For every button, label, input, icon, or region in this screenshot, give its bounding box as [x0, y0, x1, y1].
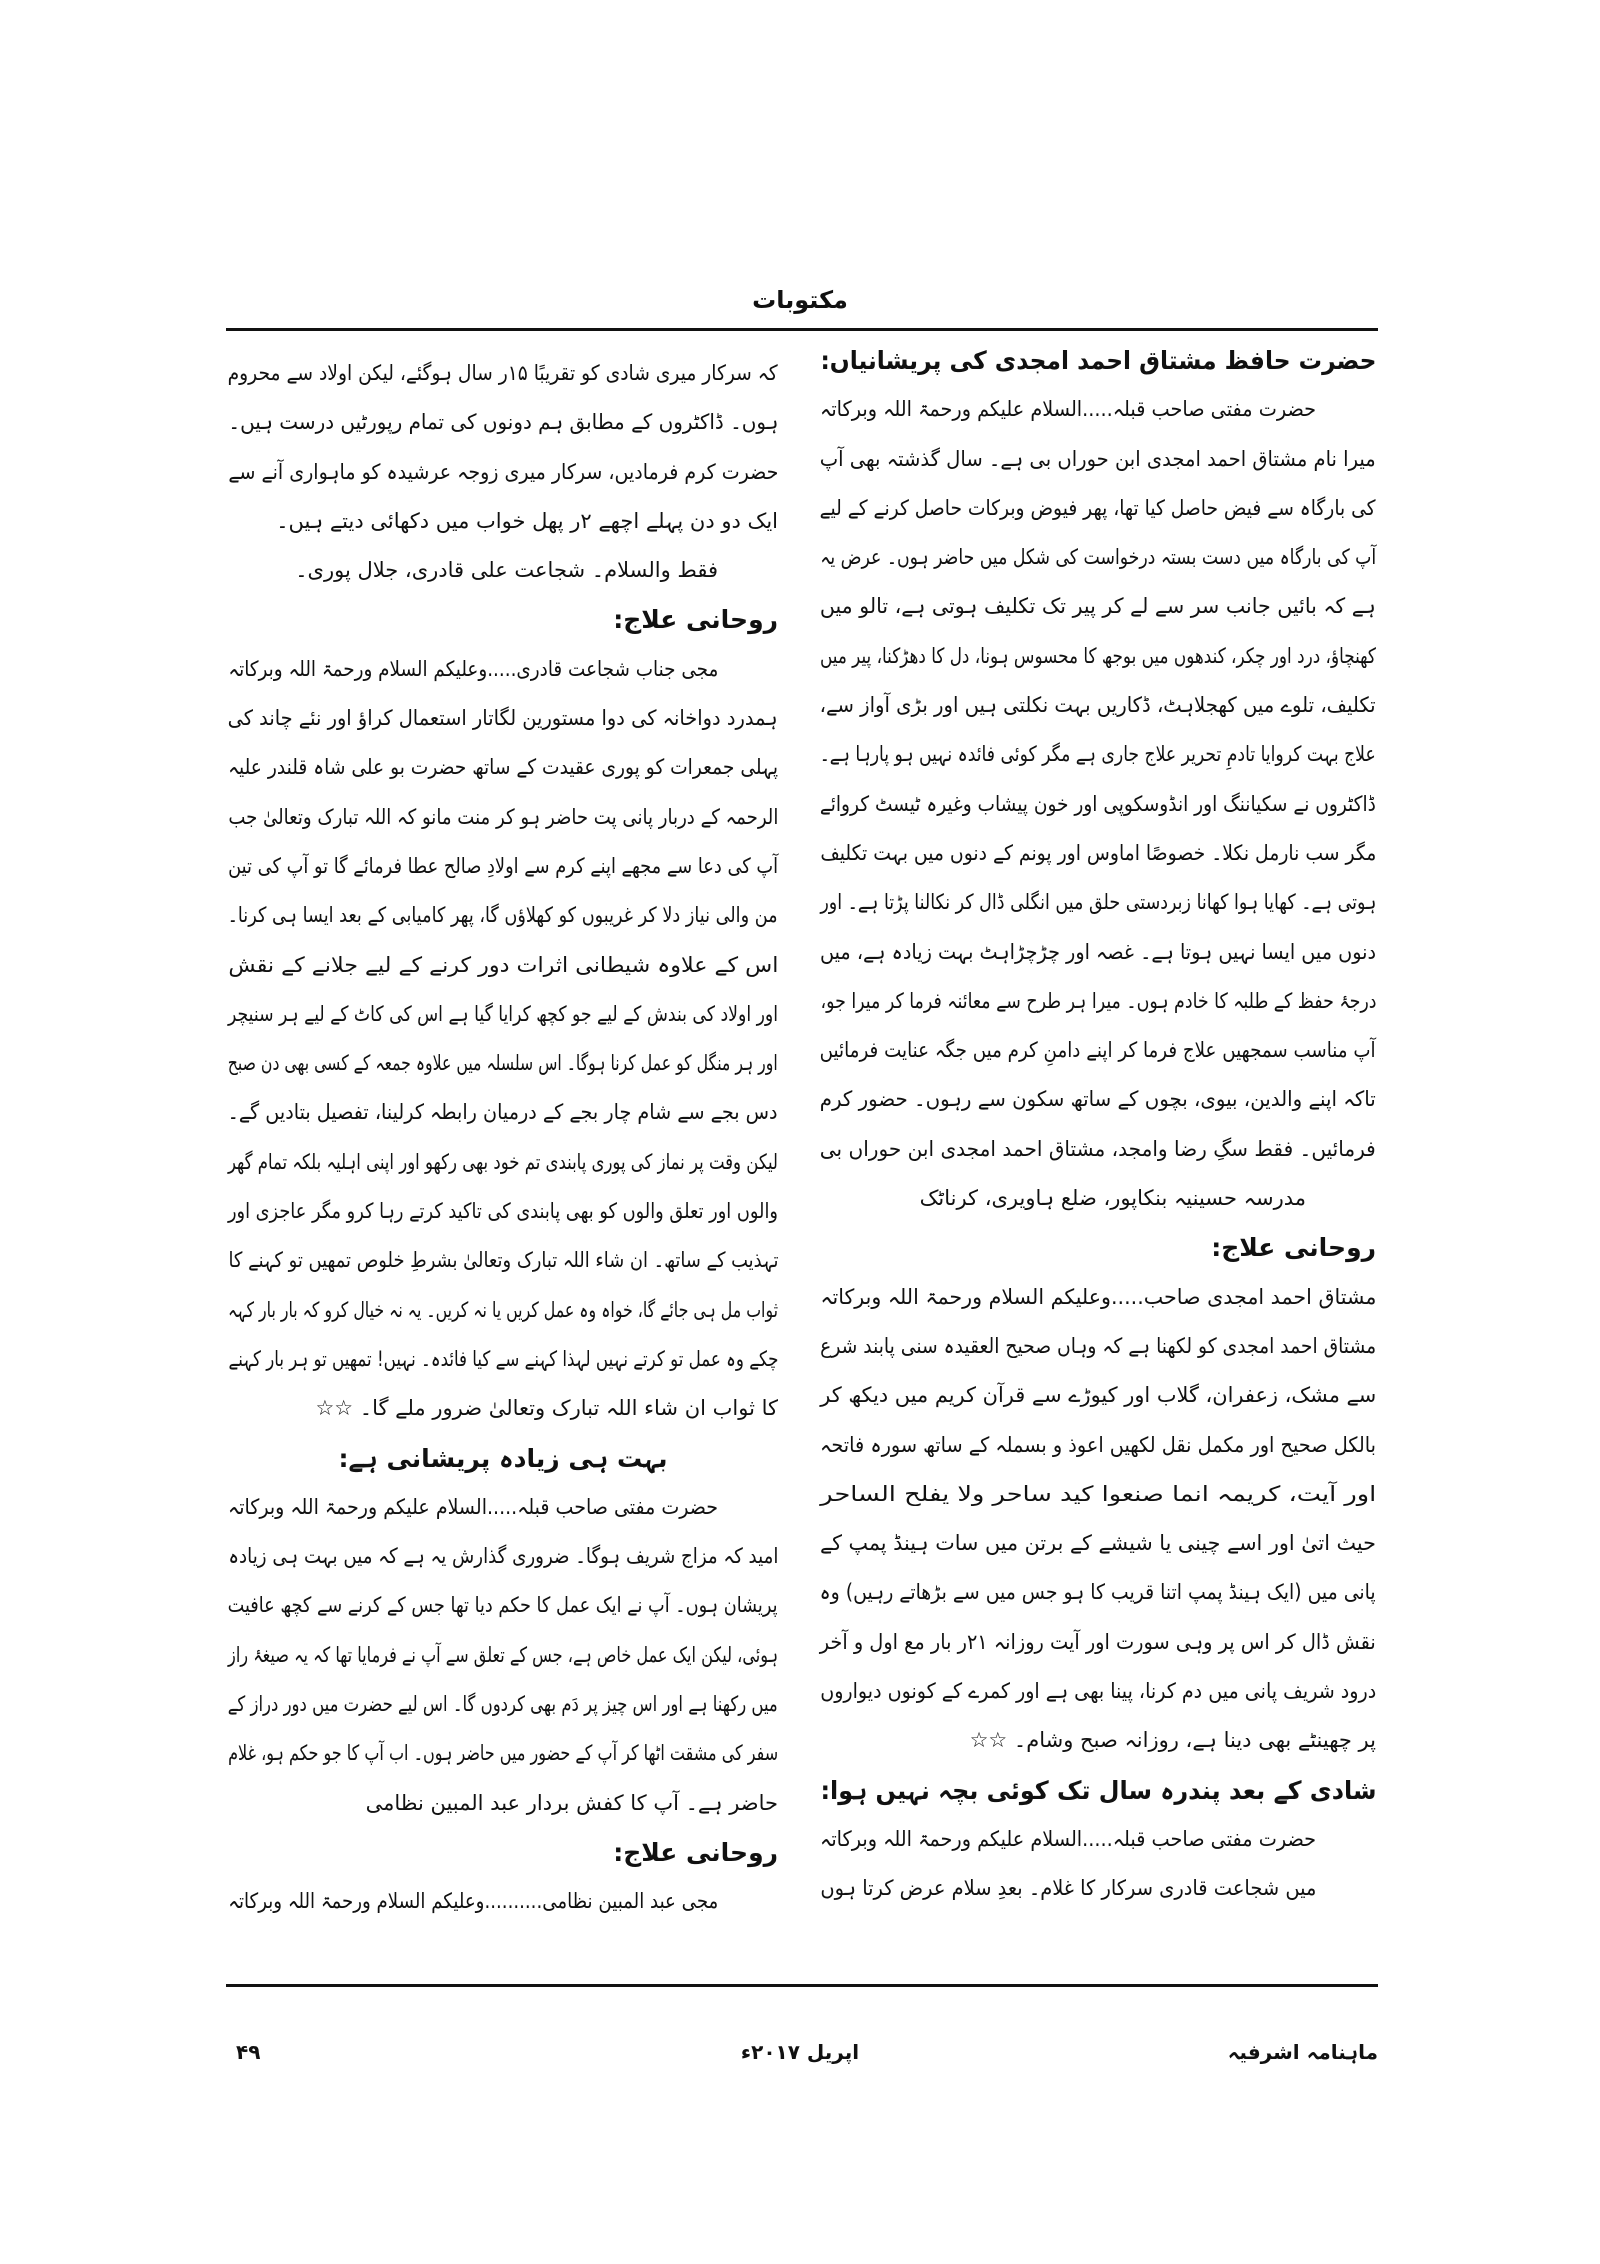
line-text: چکے وہ عمل تو کرتے نہیں لہذا کہنے سے کیا فائدہ۔ نہیں! تمھیں تو ہر بار کہنے [228, 1346, 778, 1371]
line-text: مجی عبد المبین نظامی..........وعلیکم السلام ورحمۃ اللہ وبرکاتہ [228, 1889, 718, 1914]
line-text: نقش ڈال کر اس پر وہی سورت اور آیت روزانہ ۲۱ر بار مع اول و آخر [820, 1629, 1376, 1654]
line-text: بالکل صحیح اور مکمل نقل لکھیں اعوذ و بسملہ کے ساتھ سورہ فاتحہ [820, 1432, 1376, 1457]
line-text: الرحمہ کے دربار پانی پت حاضر ہو کر منت مانو کہ اللہ تبارک وتعالیٰ جب [228, 804, 778, 829]
text-line [228, 1138, 778, 1187]
line-text: میں شجاعت قادری سرکار کا غلام۔ بعدِ سلام عرض کرتا ہوں [820, 1876, 1316, 1901]
text-line [228, 743, 778, 792]
line-text: آپ کی دعا سے مجھے اپنے کرم سے اولادِ صالح عطا فرمائے گا تو آپ کی تین [228, 853, 778, 878]
line-text: تکلیف، تلوے میں کھجلاہٹ، ڈکاریں بہت نکلتی ہیں اور بڑی آواز سے، [820, 693, 1376, 718]
text-line [228, 842, 778, 891]
text-line [228, 1088, 778, 1137]
line-text: روحانی علاج: [613, 605, 778, 635]
line-text: شادی کے بعد پندرہ سال تک کوئی بچہ نہیں ہوا: [820, 1775, 1376, 1805]
salutation-line [228, 546, 778, 595]
line-text: علاج بہت کروایا تادمِ تحریر علاج جاری ہے مگر کوئی فائدہ نہیں ہو پارہا ہے۔ [820, 742, 1376, 767]
line-text: حضرت مفتی صاحب قبلہ.....السلام علیکم ورحمۃ اللہ وبرکاتہ [227, 1494, 718, 1519]
line-text: درود شریف پانی میں دم کرنا، پینا بھی ہے اور کمرے کے کونوں دیواروں [820, 1679, 1376, 1704]
line-text: آپ کی بارگاہ میں دست بستہ درخواست کی شکل میں حاضر ہوں۔ عرض یہ [820, 545, 1376, 570]
text-line [820, 1371, 1376, 1420]
salutation-line [228, 1877, 778, 1926]
section-heading [228, 1828, 778, 1877]
line-text: امید کہ مزاج شریف ہوگا۔ ضروری گذارش یہ ہے کہ میں بہت ہی زیادہ [228, 1544, 778, 1569]
salutation-line [820, 385, 1376, 434]
text-line [820, 1470, 1376, 1519]
line-text: ایک دو دن پہلے اچھے ۲ر پھل خواب میں دکھائی دیتے ہیں۔ [276, 508, 778, 533]
line-text: ہوئی، لیکن ایک عمل خاص ہے، جس کے تعلق سے آپ نے فرمایا تھا کہ یہ صیغۂ راز [228, 1642, 778, 1667]
text-line [820, 632, 1376, 681]
text-line [228, 1631, 778, 1680]
line-text: کہ سرکار میری شادی کو تقریبًا ۱۵ر سال ہوگئے، لیکن اولاد سے محروم [228, 361, 778, 385]
text-line [228, 448, 778, 497]
line-text: حضرت مفتی صاحب قبلہ.....السلام علیکم ورحمۃ اللہ وبرکاتہ [820, 397, 1316, 422]
line-text: ہے کہ بائیں جانب سر سے لے کر پیر تک تکلیف ہوتی ہے، تالو میں [820, 594, 1376, 619]
text-line [820, 582, 1376, 631]
line-text: مشتاق احمد امجدی کو لکھنا ہے کہ وہاں صحیح العقیدہ سنی پابند شرع [820, 1333, 1376, 1358]
text-line [228, 1680, 778, 1729]
line-text: ثواب مل ہی جائے گا، خواہ وہ عمل کریں یا نہ کریں۔ یہ نہ خیال کرو کہ بار بار کہہ [228, 1297, 778, 1322]
text-line [820, 878, 1376, 927]
text-line [820, 780, 1376, 829]
salutation-line [820, 1864, 1376, 1913]
line-text: کھنچاؤ، درد اور چکر، کندھوں میں بوجھ کا محسوس ہونا، دل کا دھڑکنا، پیر میں [820, 643, 1376, 668]
line-text: لیکن وقت پر نماز کی پوری پابندی تم خود بھی رکھو اور اپنی اہلیہ بلکہ تمام گھر [228, 1149, 778, 1174]
line-text: پہلی جمعرات کو پوری عقیدت کے ساتھ حضرت بو علی شاہ قلندر علیہ [228, 755, 778, 780]
line-text: والوں اور تعلق والوں کو بھی پابندی کی تاکید کرتے رہا کرو مگر عاجزی اور [228, 1199, 778, 1224]
text-line [820, 1026, 1376, 1075]
text-line [228, 891, 778, 940]
text-line [820, 1125, 1376, 1174]
line-text: درجۂ حفظ کے طلبہ کا خادم ہوں۔ میرا ہر طرح سے معائنہ فرما کر میرا جو، [820, 988, 1376, 1013]
line-text: پر چھینٹے بھی دینا ہے، روزانہ صبح وشام۔ ☆☆ [969, 1728, 1376, 1753]
line-text: دس بجے سے شام چار بجے کے درمیان رابطہ کرلینا، تفصیل بتادیں گے۔ [228, 1100, 778, 1125]
text-line [228, 1286, 778, 1335]
line-text: اس کے علاوہ شیطانی اثرات دور کرنے کے لیے جلانے کے نقش [228, 952, 778, 977]
line-text: اور اولاد کی بندش کے لیے جو کچھ کرایا گیا ہے اس کی کاٹ کے لیے ہر سنیچر [228, 1001, 778, 1026]
line-text: ہمدرد دواخانہ کی دوا مستورین لگاتار استعمال کراؤ اور نئے چاند کی [228, 706, 778, 731]
text-line [820, 1421, 1376, 1470]
magazine-name: ماہنامہ اشرفیہ [1227, 2040, 1378, 2064]
text-line [228, 1779, 778, 1828]
text-line [228, 349, 778, 398]
text-line [228, 1187, 778, 1236]
line-text: روحانی علاج: [613, 1837, 778, 1867]
line-text: دنوں میں ایسا نہیں ہوتا ہے۔ غصہ اور چڑچڑاہٹ بہت زیادہ ہے، میں [820, 939, 1376, 964]
text-line [228, 941, 778, 990]
text-line [820, 1618, 1376, 1667]
line-text: اور ہر منگل کو عمل کرنا ہوگا۔ اس سلسلہ میں علاوہ جمعہ کے کسی بھی دن صبح [228, 1051, 778, 1076]
salutation-line [820, 1815, 1376, 1864]
line-text: من والی نیاز دلا کر غریبوں کو کھلاؤں گا، پھر کامیابی کے بعد ایسا ہی کرنا۔ [228, 903, 778, 928]
section-heading [228, 595, 778, 644]
line-text: حاضر ہے۔ آپ کا کفش بردار عبد المبین نظامی [365, 1790, 778, 1815]
section-heading [820, 336, 1376, 385]
text-line [820, 829, 1376, 878]
text-line [820, 1568, 1376, 1617]
line-text: سے مشک، زعفران، گلاب اور کیوڑے سے قرآن کریم میں دیکھ کر [820, 1383, 1376, 1408]
line-text: مشتاق احمد امجدی صاحب.....وعلیکم السلام ورحمۃ اللہ وبرکاتہ [820, 1284, 1376, 1309]
line-text: تہذیب کے ساتھ۔ ان شاء اللہ تبارک وتعالیٰ بشرطِ خلوص تمھیں تو کہنے کا [228, 1248, 778, 1273]
text-line [820, 1716, 1376, 1765]
line-text: مدرسہ حسینیہ بنکاپور، ضلع ہاویری، کرناٹک [919, 1186, 1306, 1211]
text-line [820, 435, 1376, 484]
right-column [820, 336, 1376, 1914]
text-line [228, 1236, 778, 1285]
line-text: حضرت مفتی صاحب قبلہ.....السلام علیکم ورحمۃ اللہ وبرکاتہ [820, 1826, 1316, 1851]
text-line [228, 1335, 778, 1384]
line-text: حضرت حافظ مشتاق احمد امجدی کی پریشانیاں: [820, 346, 1376, 375]
text-line [228, 990, 778, 1039]
line-text: کا ثواب ان شاء اللہ تبارک وتعالیٰ ضرور ملے گا۔ ☆☆ [315, 1396, 778, 1421]
footer-rule [226, 1984, 1378, 1987]
section-title: مکتوبات [752, 286, 848, 314]
line-text: ہوتی ہے۔ کھایا ہوا کھانا زبردستی حلق میں انگلی ڈال کر نکالنا پڑتا ہے۔ اور [820, 890, 1376, 915]
line-text: تاکہ اپنے والدین، بیوی، بچوں کے ساتھ سکون سے رہوں۔ حضور کرم [820, 1087, 1376, 1112]
text-line [228, 398, 778, 447]
line-text: سفر کی مشقت اٹھا کر آپ کے حضور میں حاضر ہوں۔ اب آپ کا جو حکم ہو، غلام [228, 1741, 778, 1766]
line-text: میں رکھنا ہے اور اس چیز پر دَم بھی کردوں گا۔ اس لیے حضرت میں دور دراز کے [228, 1692, 778, 1717]
line-text: مجی جناب شجاعت قادری.....وعلیکم السلام ورحمۃ اللہ وبرکاتہ [228, 656, 718, 681]
text-line [820, 1273, 1376, 1322]
line-text: فرمائیں۔ فقط سگِ رضا وامجد، مشتاق احمد امجدی ابن حوراں بی [820, 1136, 1376, 1161]
text-line [820, 533, 1376, 582]
line-text: میرا نام مشتاق احمد امجدی ابن حوراں بی ہے۔ سال گذشتہ بھی آپ [820, 446, 1376, 471]
line-text: ڈاکٹروں نے سکیاننگ اور انڈوسکوپی اور خون پیشاب وغیرہ ٹیسٹ کروائے [820, 791, 1376, 816]
section-heading [820, 1766, 1376, 1815]
text-line [228, 793, 778, 842]
text-line [820, 928, 1376, 977]
text-line [820, 1519, 1376, 1568]
text-line [228, 1039, 778, 1088]
line-text: کی بارگاہ سے فیض حاصل کیا تھا، پھر فیوض وبرکات حاصل کرنے کے لیے [820, 495, 1376, 520]
text-line [820, 1174, 1376, 1223]
line-text: پانی میں (ایک ہینڈ پمپ اتنا قریب کا ہو جس میں سے بڑھاتے رہیں) وہ [820, 1580, 1376, 1605]
text-line [820, 1322, 1376, 1371]
left-column [228, 349, 778, 1927]
line-text: حیث اتیٰ اور اسے چینی یا شیشے کے برتن میں سات ہینڈ پمپ کے [820, 1531, 1376, 1556]
text-line [228, 1729, 778, 1778]
section-heading [228, 1434, 778, 1483]
line-text: بہت ہی زیادہ پریشانی ہے: [338, 1443, 668, 1473]
text-line [228, 497, 778, 546]
text-line [820, 1667, 1376, 1716]
text-line [820, 484, 1376, 533]
line-text: ہوں۔ ڈاکٹروں کے مطابق ہم دونوں کی تمام رپورٹیں درست ہیں۔ [228, 410, 778, 435]
salutation-line [228, 645, 778, 694]
page-number: ۴۹ [236, 2040, 261, 2064]
section-heading [820, 1223, 1376, 1272]
text-line [228, 1532, 778, 1581]
text-line [820, 977, 1376, 1026]
text-line [820, 730, 1376, 779]
text-line [228, 694, 778, 743]
line-text: پریشان ہوں۔ آپ نے ایک عمل کا حکم دیا تھا جس کے کرنے سے کچھ عافیت [228, 1593, 778, 1618]
line-text: فقط والسلام۔ شجاعت علی قادری، جلال پوری۔ [295, 558, 718, 583]
line-text: مگر سب نارمل نکلا۔ خصوصًا اماوس اور پونم کے دنوں میں بہت تکلیف [820, 840, 1376, 865]
line-text: اور آیت، کریمہ انما صنعوا کید ساحر ولا یفلح الساحر [820, 1481, 1376, 1506]
issue-date: اپریل ۲۰۱۷ء [740, 2040, 860, 2064]
text-line [228, 1384, 778, 1433]
line-text: حضرت کرم فرمادیں، سرکار میری زوجہ عرشیدہ کو ماہواری آنے سے [228, 459, 778, 484]
salutation-line [228, 1483, 778, 1532]
text-line [228, 1581, 778, 1630]
line-text: آپ مناسب سمجھیں علاج فرما کر اپنے دامنِ کرم میں جگہ عنایت فرمائیں [820, 1038, 1376, 1063]
text-line [820, 681, 1376, 730]
header-rule [226, 328, 1378, 331]
text-line [820, 1075, 1376, 1124]
line-text: روحانی علاج: [1211, 1233, 1376, 1263]
